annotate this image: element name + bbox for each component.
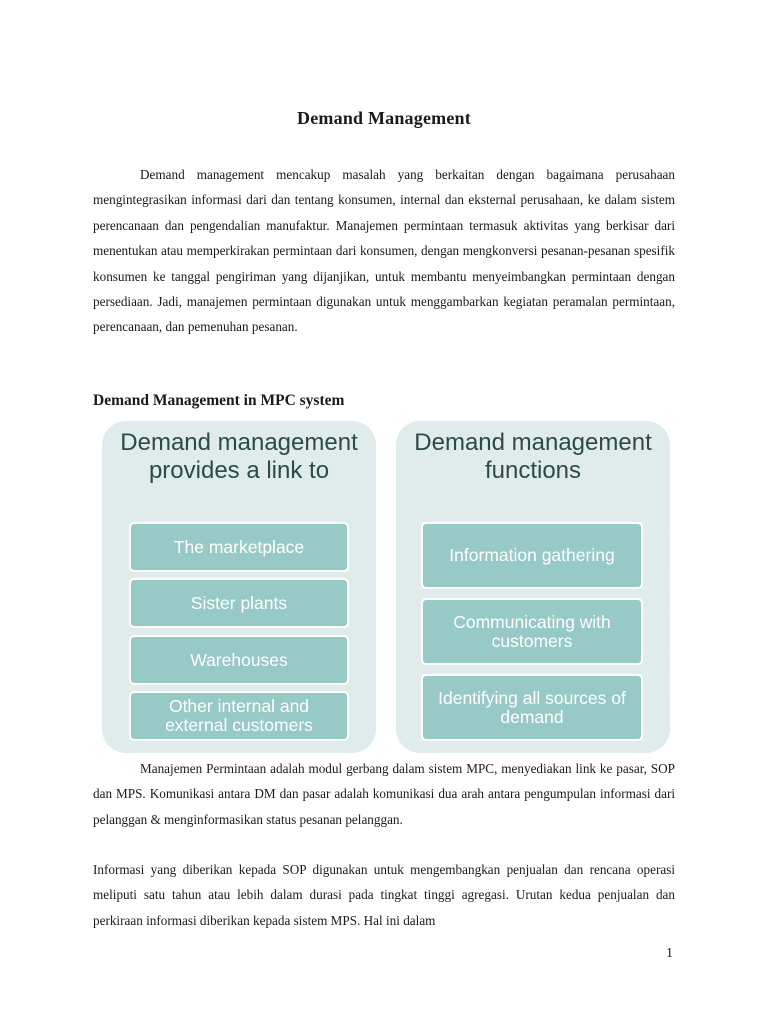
function-item-identifying-sources: Identifying all sources of demand xyxy=(421,674,643,741)
link-item-other-customers: Other internal and external customers xyxy=(129,691,349,741)
demand-management-diagram xyxy=(102,421,670,753)
functions-panel-heading: Demand management functions xyxy=(414,429,652,484)
function-item-communicating: Communicating with customers xyxy=(421,598,643,665)
body-paragraph-2: Informasi yang diberikan kepada SOP digunakan untuk mengembangkan penjualan dan rencana operasi meliputi satu tahun atau lebih dalam durasi pada tingkat tinggi agregasi. Urutan kedua penjualan dan perkiraan informasi diberikan kepada sistem MPS. Hal ini dalam xyxy=(93,862,675,928)
document-title: Demand Management xyxy=(297,108,471,128)
link-panel xyxy=(102,421,376,753)
link-item-warehouses: Warehouses xyxy=(129,635,349,685)
link-item-sister-plants: Sister plants xyxy=(129,578,349,628)
functions-panel xyxy=(396,421,670,753)
body-paragraph-1: Manajemen Permintaan adalah modul gerbang dalam sistem MPC, menyediakan link ke pasar, SOP dan MPS. Komunikasi antara DM dan pasar adalah komunikasi dua arah antara pengumpulan informasi dari pelanggan & menginformasikan status pesanan pelanggan. xyxy=(93,761,675,827)
link-item-marketplace: The marketplace xyxy=(129,522,349,572)
intro-paragraph: Demand management mencakup masalah yang berkaitan dengan bagaimana perusahaan mengintegrasikan informasi dari dan tentang konsumen, internal dan eksternal perusahaan, ke dalam sistem perencanaan dan pengendalian manufaktur. Manajemen permintaan termasuk aktivitas yang berkisar dari menentukan atau memperkirakan permintaan dari konsumen, dengan mengkonversi pesanan-pesanan spesifik konsumen ke tanggal pengiriman yang dijanjikan, untuk membantu menyeimbangkan permintaan dengan persediaan. Jadi, manajemen permintaan digunakan untuk menggambarkan kegiatan peramalan permintaan, perencanaan, dan pemenuhan pesanan. xyxy=(93,167,675,335)
function-item-information-gathering: Information gathering xyxy=(421,522,643,589)
link-panel-heading: Demand management provides a link to xyxy=(120,429,358,484)
section-heading: Demand Management in MPC system xyxy=(93,392,345,409)
page-number: 1 xyxy=(666,946,673,961)
